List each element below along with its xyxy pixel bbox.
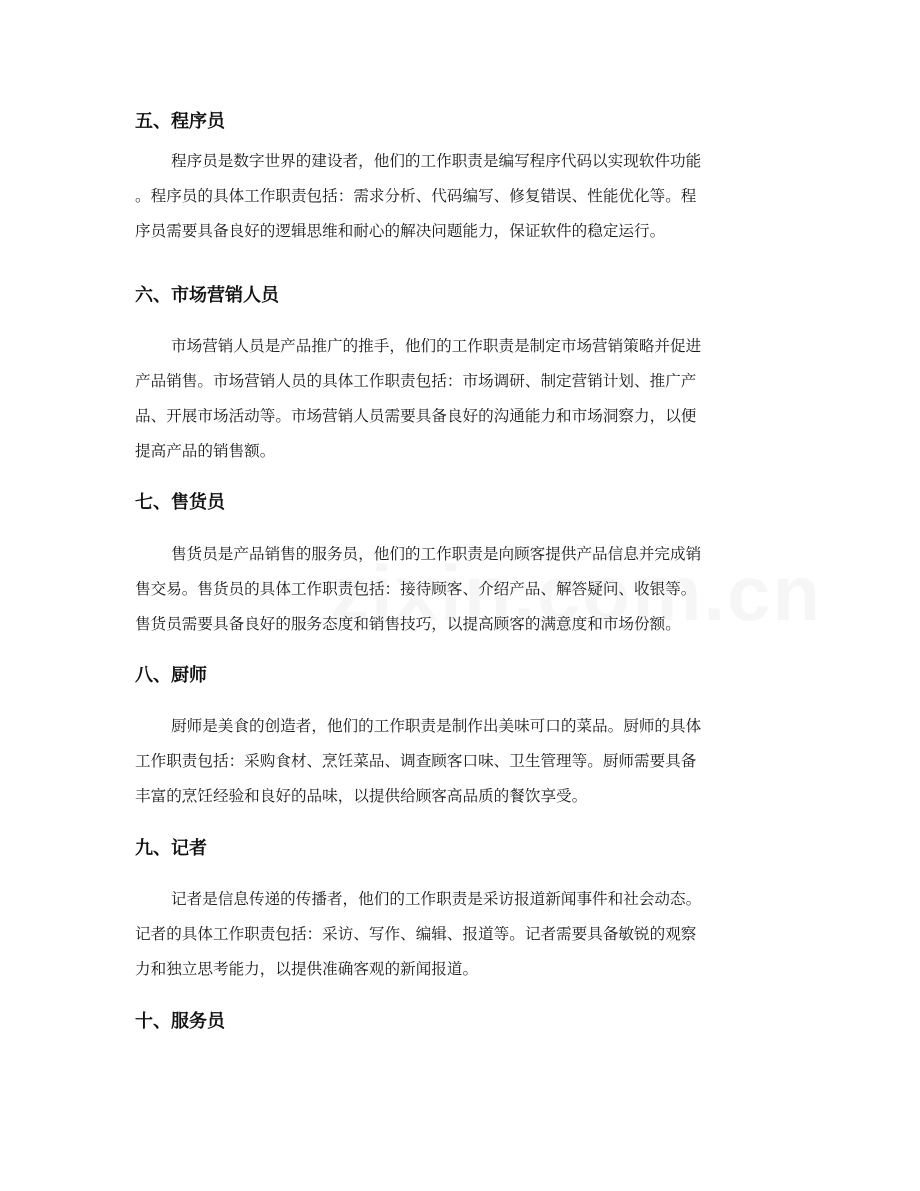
paragraph-line: 品、开展市场活动等。市场营销人员需要具备良好的沟通能力和市场洞察力，以便 bbox=[135, 407, 697, 425]
section-heading-reporter: 九、记者 bbox=[135, 838, 207, 859]
paragraph-line: 厨师是美食的创造者，他们的工作职责是制作出美味可口的菜品。厨师的具体 bbox=[171, 717, 702, 735]
paragraph-line: 提高产品的销售额。 bbox=[135, 442, 276, 460]
paragraph-line: 丰富的烹饪经验和良好的品味，以提供给顾客高品质的餐饮享受。 bbox=[135, 787, 588, 805]
section-heading-chef: 八、厨师 bbox=[135, 665, 207, 686]
section-heading-salesperson: 七、售货员 bbox=[135, 492, 225, 513]
section-paragraph-marketing bbox=[135, 329, 785, 469]
section-heading-marketing: 六、市场营销人员 bbox=[135, 285, 279, 306]
section-paragraph-chef bbox=[135, 709, 785, 814]
paragraph-line: 市场营销人员是产品推广的推手，他们的工作职责是制定市场营销策略并促进 bbox=[171, 337, 702, 355]
paragraph-line: 程序员是数字世界的建设者，他们的工作职责是编写程序代码以实现软件功能 bbox=[171, 152, 702, 170]
paragraph-line: 售货员是产品销售的服务员，他们的工作职责是向顾客提供产品信息并完成销 bbox=[171, 545, 702, 563]
section-paragraph-programmer bbox=[135, 144, 785, 249]
paragraph-line: 序员需要具备良好的逻辑思维和耐心的解决问题能力，保证软件的稳定运行。 bbox=[135, 222, 666, 240]
section-heading-waiter: 十、服务员 bbox=[135, 1011, 225, 1032]
paragraph-line: 售货员需要具备良好的服务态度和销售技巧，以提高顾客的满意度和市场份额。 bbox=[135, 615, 681, 633]
paragraph-line: 工作职责包括：采购食材、烹饪菜品、调查顾客口味、卫生管理等。厨师需要具备 bbox=[135, 752, 697, 770]
section-paragraph-salesperson bbox=[135, 537, 785, 642]
section-paragraph-reporter bbox=[135, 882, 785, 987]
paragraph-line: 记者是信息传递的传播者，他们的工作职责是采访报道新闻事件和社会动态。 bbox=[171, 890, 702, 908]
section-heading-programmer: 五、程序员 bbox=[135, 111, 225, 132]
paragraph-line: 售交易。售货员的具体工作职责包括：接待顾客、介绍产品、解答疑问、收银等。 bbox=[135, 580, 697, 598]
paragraph-line: 记者的具体工作职责包括：采访、写作、编辑、报道等。记者需要具备敏锐的观察 bbox=[135, 925, 697, 943]
paragraph-line: 。程序员的具体工作职责包括：需求分析、代码编写、修复错误、性能优化等。程 bbox=[135, 187, 697, 205]
paragraph-line: 产品销售。市场营销人员的具体工作职责包括：市场调研、制定营销计划、推广产 bbox=[135, 372, 697, 390]
paragraph-line: 力和独立思考能力，以提供准确客观的新闻报道。 bbox=[135, 960, 479, 978]
